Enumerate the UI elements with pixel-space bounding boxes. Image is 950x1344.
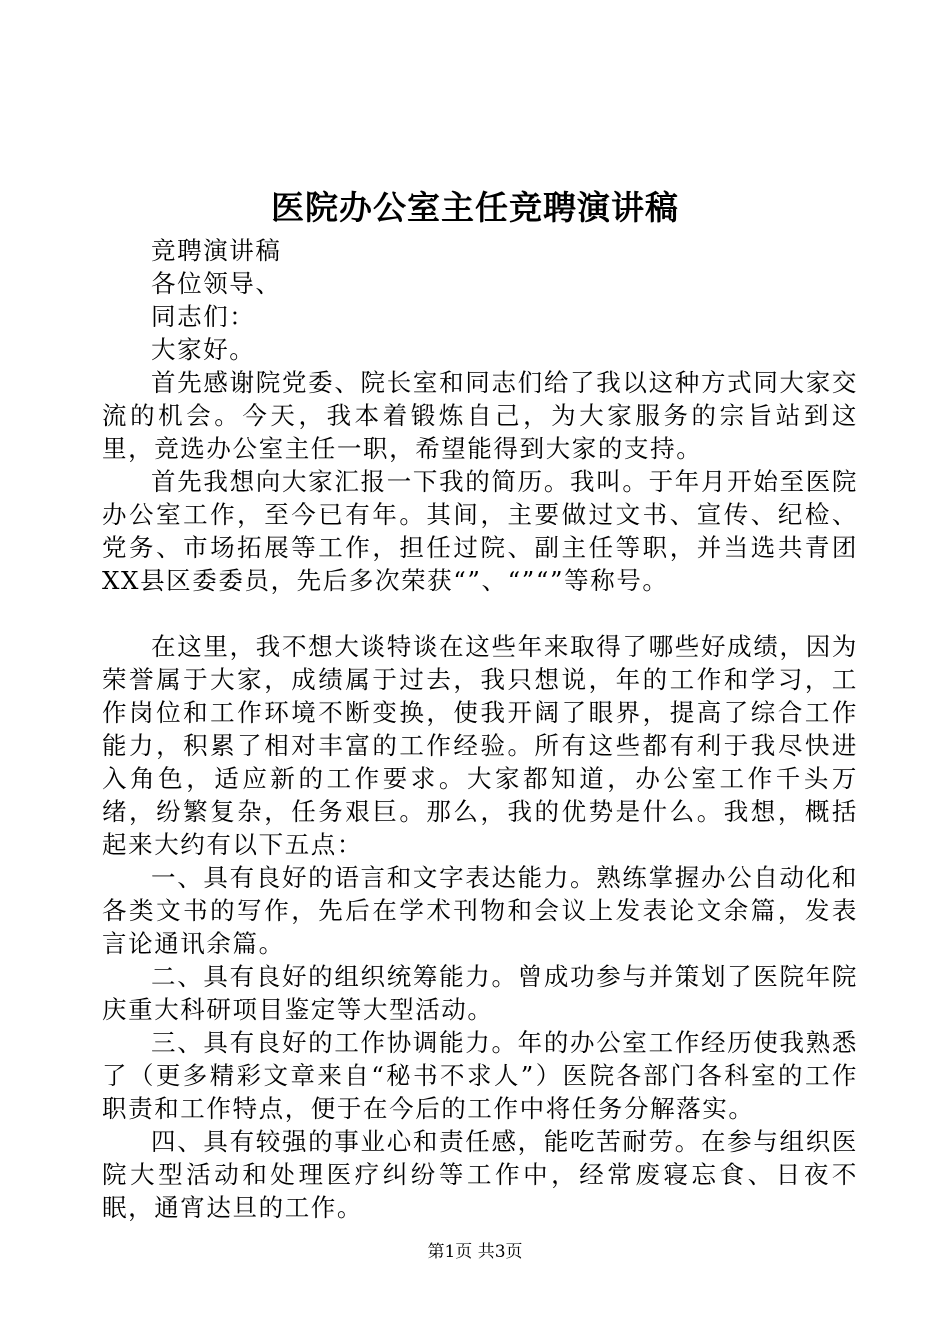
- document-title: 医院办公室主任竞聘演讲稿: [271, 188, 679, 227]
- paragraph-subtitle: 竞聘演讲稿: [151, 236, 282, 265]
- paragraph-greeting: 大家好。: [151, 335, 256, 364]
- paragraph-advantages-intro: 在这里，我不想大谈特谈在这些年来取得了哪些好成绩，因为荣誉属于大家，成绩属于过去，我只想说，年的工作和学习，工作岗位和工作环境不断变换，使我开阔了眼界，提高了综合工作能力，积累了相对丰富的工作经验。所有这些都有利于我尽快进入角色，适应新的工作要求。大家都知道，办公室工作千头万绪，纷繁复杂，任务艰巨。那么，我的优势是什么。我想，概括起来大约有以下五点：: [102, 632, 858, 859]
- paragraph-salutation-leaders: 各位领导、: [151, 269, 282, 298]
- page-footer: 第1页 共3页: [427, 1242, 523, 1262]
- paragraph-point-three: 三、具有良好的工作协调能力。年的办公室工作经历使我熟悉了（更多精彩文章来自“秘书不求人”）医院各部门各科室的工作职责和工作特点，便于在今后的工作中将任务分解落实。: [102, 1028, 858, 1123]
- paragraph-salutation-comrades: 同志们：: [151, 302, 256, 331]
- document-body: [102, 234, 858, 1224]
- paragraph-point-one: 一、具有良好的语言和文字表达能力。熟练掌握办公自动化和各类文书的写作，先后在学术刊物和会议上发表论文余篇，发表言论通讯余篇。: [102, 863, 858, 958]
- paragraph-resume: 首先我想向大家汇报一下我的简历。我叫。于年月开始至医院办公室工作，至今已有年。其间，主要做过文书、宣传、纪检、党务、市场拓展等工作，担任过院、副主任等职，并当选共青团XX县区委委员，先后多次荣获“”、“”“”等称号。: [102, 467, 858, 595]
- paragraph-point-two: 二、具有良好的组织统筹能力。曾成功参与并策划了医院年院庆重大科研项目鉴定等大型活动。: [102, 962, 858, 1024]
- paragraph-point-four: 四、具有较强的事业心和责任感，能吃苦耐劳。在参与组织医院大型活动和处理医疗纠纷等工作中，经常废寝忘食、日夜不眠，通宵达旦的工作。: [102, 1127, 858, 1222]
- paragraph-thanks: 首先感谢院党委、院长室和同志们给了我以这种方式同大家交流的机会。今天，我本着锻炼自己，为大家服务的宗旨站到这里，竞选办公室主任一职，希望能得到大家的支持。: [102, 368, 858, 463]
